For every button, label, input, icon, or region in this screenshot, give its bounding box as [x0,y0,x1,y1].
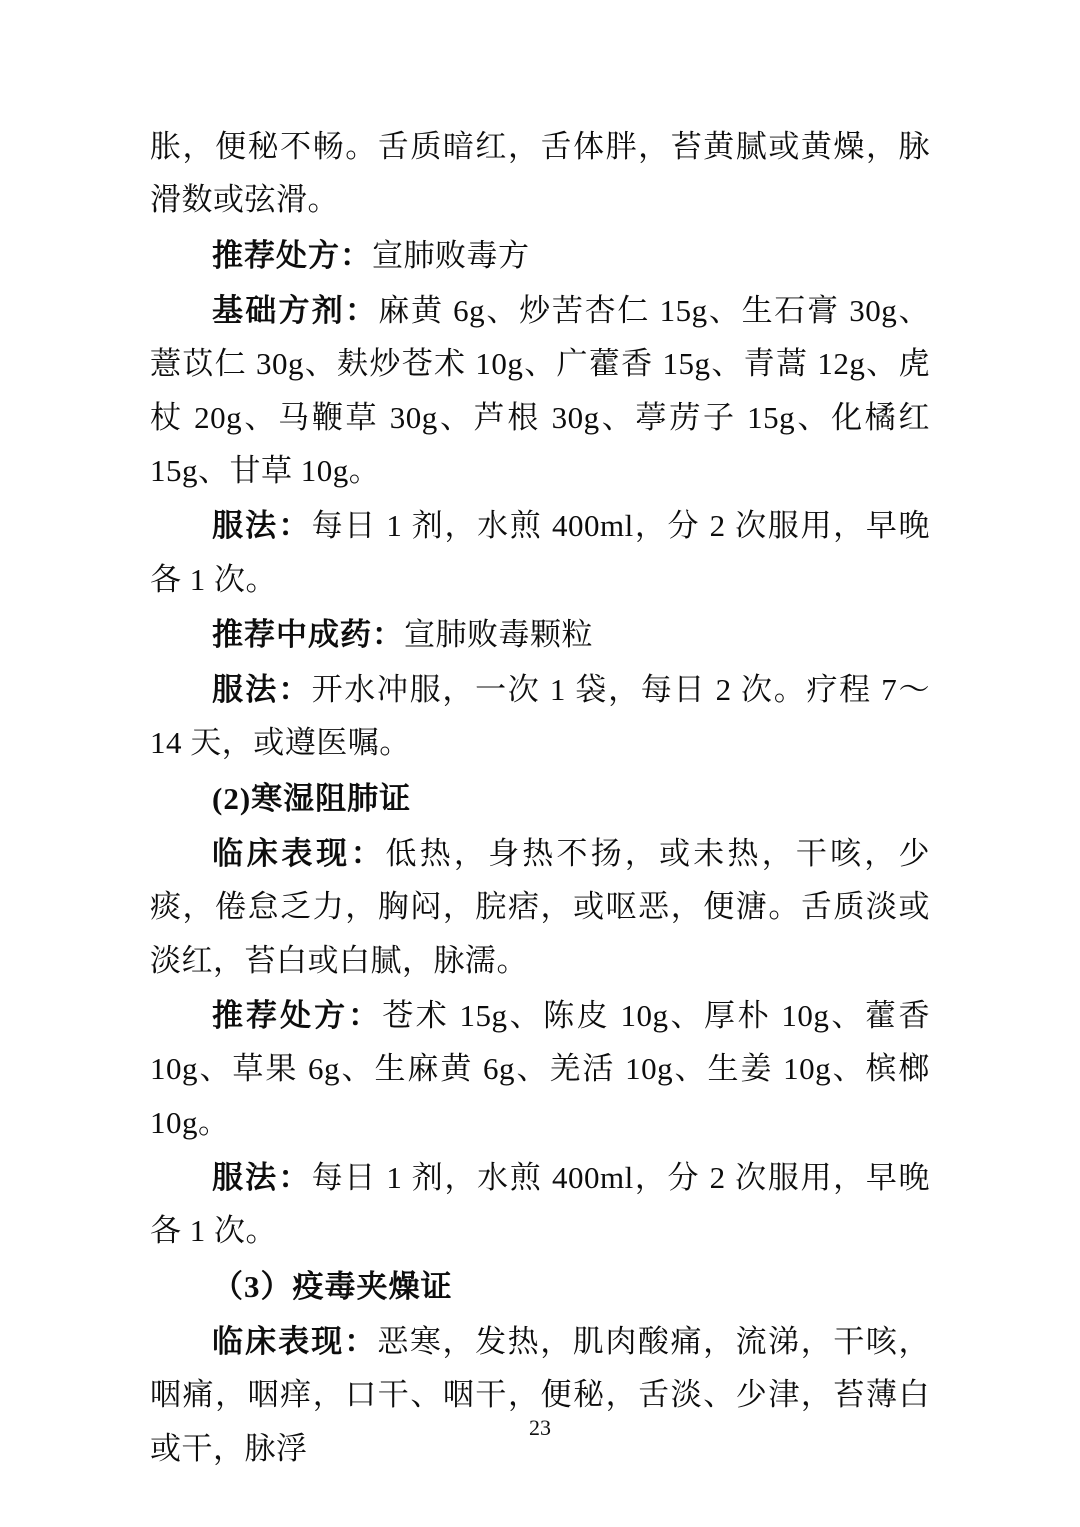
paragraph-lead: 服法： [212,508,312,544]
paragraph [150,284,930,497]
paragraph [150,1151,930,1258]
paragraph-lead: 服法： [212,1159,312,1195]
paragraph-text: 恶寒，发热，肌肉酸痛，流涕，干咳，咽痛，咽痒，口干、咽干，便秘，舌淡、少津，苔薄白或干，脉浮 [150,1323,931,1466]
paragraph [150,608,930,661]
paragraph-text: 胀，便秘不畅。舌质暗红，舌体胖，苔黄腻或黄燥，脉滑数或弦滑。 [150,129,930,218]
paragraph-text: 开水冲服，一次 1 袋，每日 2 次。疗程 7～14 天，或遵医嘱。 [150,672,930,761]
paragraph-text: 麻黄 6g、炒苦杏仁 15g、生石膏 30g、薏苡仁 30g、麸炒苍术 10g、广藿香 15g、青蒿 12g、虎杖 20g、马鞭草 30g、芦根 30g、葶苈子 15g、化橘红 15g、甘草 10g。 [150,292,931,488]
paragraph [150,120,930,227]
section-heading [150,772,930,825]
paragraph-lead: 推荐处方： [212,237,372,273]
paragraph-lead: 临床表现： [212,836,386,872]
paragraph-lead: 服法： [212,672,312,708]
page-number: 23 [529,1415,551,1440]
paragraph [150,499,930,606]
paragraph [150,663,930,770]
paragraph-lead: 推荐处方： [212,998,383,1033]
section-heading [150,1260,930,1313]
paragraph-text: 低热，身热不扬，或未热，干咳，少痰，倦怠乏力，胸闷，脘痞，或呕恶，便溏。舌质淡或淡红，苔白或白腻，脉濡。 [150,836,930,978]
paragraph-text: 每日 1 剂，水煎 400ml，分 2 次服用，早晚各 1 次。 [150,1159,931,1249]
paragraph-text: 宣肺败毒方 [372,237,530,273]
paragraph-text: 宣肺败毒颗粒 [404,616,593,652]
document-body [150,120,930,1475]
paragraph-lead: 临床表现： [212,1323,378,1359]
paragraph-text: 每日 1 剂，水煎 400ml，分 2 次服用，早晚各 1 次。 [150,508,931,597]
paragraph-lead: 推荐中成药： [212,616,404,652]
paragraph [150,229,930,282]
paragraph-text: 苍术 15g、陈皮 10g、厚朴 10g、藿香 10g、草果 6g、生麻黄 6g、羌活 10g、生姜 10g、槟榔 10g。 [150,998,931,1140]
paragraph-lead: 基础方剂： [212,292,379,328]
paragraph [150,989,930,1149]
paragraph [150,1315,930,1475]
section-heading-text: (2)寒湿阻肺证 [212,780,412,816]
paragraph [150,827,930,987]
section-heading-text: （3）疫毒夹燥证 [212,1268,453,1304]
